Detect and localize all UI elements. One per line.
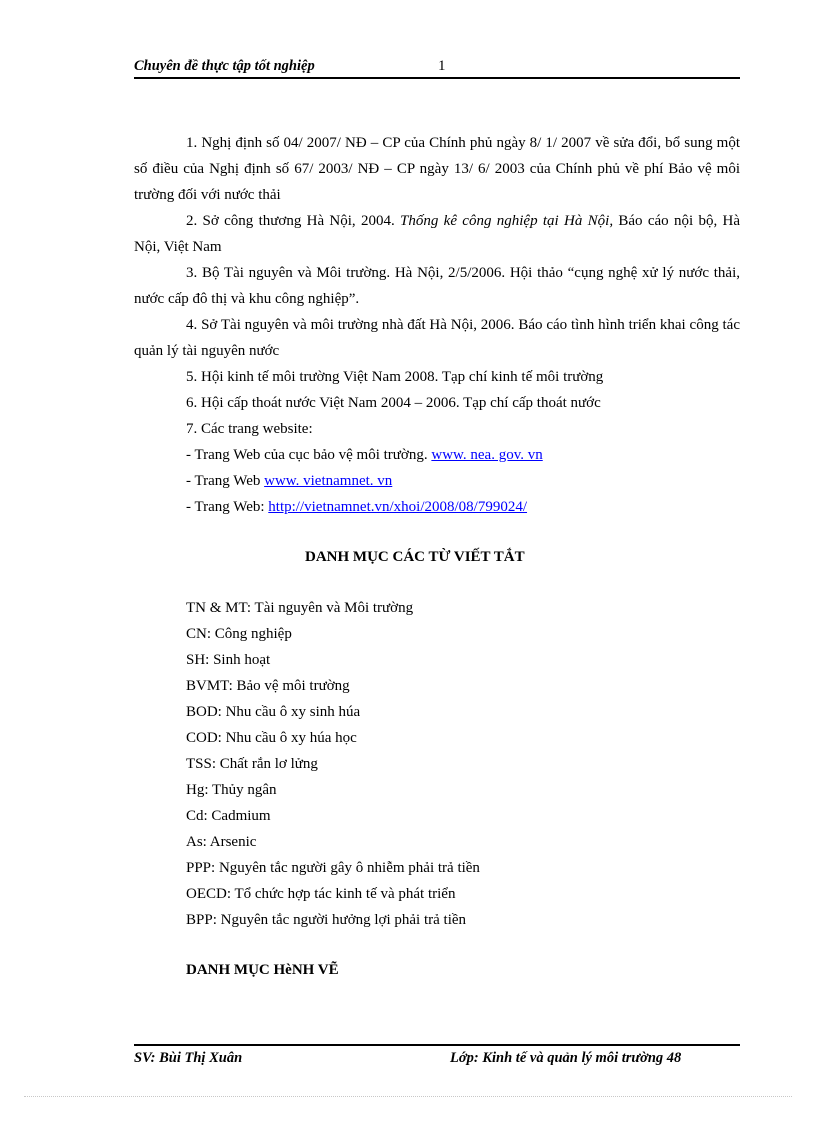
reference-item: 4. Sở Tài nguyên và môi trường nhà đất Hà Nội, 2006. Báo cáo tình hình triển khai công tác quản lý tài nguyên nước <box>134 317 740 359</box>
website-link[interactable]: www. nea. gov. vn <box>431 447 543 463</box>
reference-item: 6. Hội cấp thoát nước Việt Nam 2004 – 2006. Tạp chí cấp thoát nước <box>186 395 601 411</box>
abbreviation-item: TN & MT: Tài nguyên và Môi trường <box>186 600 414 616</box>
website-label: - Trang Web của cục bảo vệ môi trường. <box>186 447 432 463</box>
abbreviation-item: As: Arsenic <box>186 834 257 850</box>
abbreviation-item: BPP: Nguyên tắc người hưởng lợi phải trả tiền <box>186 912 467 928</box>
abbreviation-item: BOD: Nhu cầu ô xy sinh húa <box>186 704 361 720</box>
page-number: 1 <box>438 58 446 74</box>
reference-item: 5. Hội kinh tế môi trường Việt Nam 2008. Tạp chí kinh tế môi trường <box>186 369 604 385</box>
reference-text: 2. Sở công thương Hà Nội, 2004. <box>186 213 401 229</box>
abbreviation-item: Hg: Thủy ngân <box>186 782 277 798</box>
website-label: - Trang Web: <box>186 499 269 515</box>
website-line <box>186 468 392 494</box>
reference-title-italic: Thống kê công nghiệp tại Hà Nội, <box>400 213 614 229</box>
abbreviation-item: PPP: Nguyên tắc người gây ô nhiễm phải trả tiền <box>186 860 480 876</box>
reference-item: 7. Các trang website: <box>186 421 313 437</box>
abbreviation-item: BVMT: Bảo vệ môi trường <box>186 678 350 694</box>
reference-text: Báo cáo nội bộ, Hà Nội, Việt Nam <box>134 213 740 255</box>
website-link[interactable]: http://vietnamnet.vn/xhoi/2008/08/799024/ <box>268 499 528 515</box>
document-title: Chuyên đề thực tập tốt nghiệp <box>134 58 315 74</box>
figures-heading: DANH MỤC HèNH VẼ <box>186 962 339 978</box>
website-line <box>186 442 543 468</box>
website-link[interactable]: www. vietnamnet. vn <box>264 473 393 489</box>
website-line <box>186 494 527 520</box>
footer-student: SV: Bùi Thị Xuân <box>134 1050 243 1066</box>
reference-item: 1. Nghị định số 04/ 2007/ NĐ – CP của Chính phủ ngày 8/ 1/ 2007 về sửa đổi, bổ sung một số điều của Nghị định số 67/ 2003/ NĐ – CP ngày 13/ 6/ 2003 của Chính phủ về phí Bảo vệ môi trường đối với nước thải <box>134 135 740 203</box>
abbreviation-item: CN: Công nghiệp <box>186 626 292 642</box>
abbreviation-item: COD: Nhu cầu ô xy húa học <box>186 730 357 746</box>
abbreviations-heading: DANH MỤC CÁC TỪ VIẾT TẮT <box>305 549 525 565</box>
website-label: - Trang Web <box>186 473 265 489</box>
abbreviation-item: Cd: Cadmium <box>186 808 271 824</box>
footer-divider <box>134 1044 740 1046</box>
reference-item: 3. Bộ Tài nguyên và Môi trường. Hà Nội, 2/5/2006. Hội thảo “cụng nghệ xử lý nước thải, nước cấp đô thị và khu công nghiệp”. <box>134 265 740 307</box>
abbreviation-item: OECD: Tổ chức hợp tác kinh tế và phát triển <box>186 886 456 902</box>
abbreviation-item: TSS: Chất rắn lơ lửng <box>186 756 318 772</box>
page-edge-divider <box>24 1096 792 1097</box>
header-divider <box>134 77 740 79</box>
reference-item <box>134 208 740 260</box>
page-header <box>134 58 740 80</box>
footer-class: Lớp: Kinh tế và quản lý môi trường 48 <box>450 1050 682 1066</box>
abbreviation-item: SH: Sinh hoạt <box>186 652 271 668</box>
